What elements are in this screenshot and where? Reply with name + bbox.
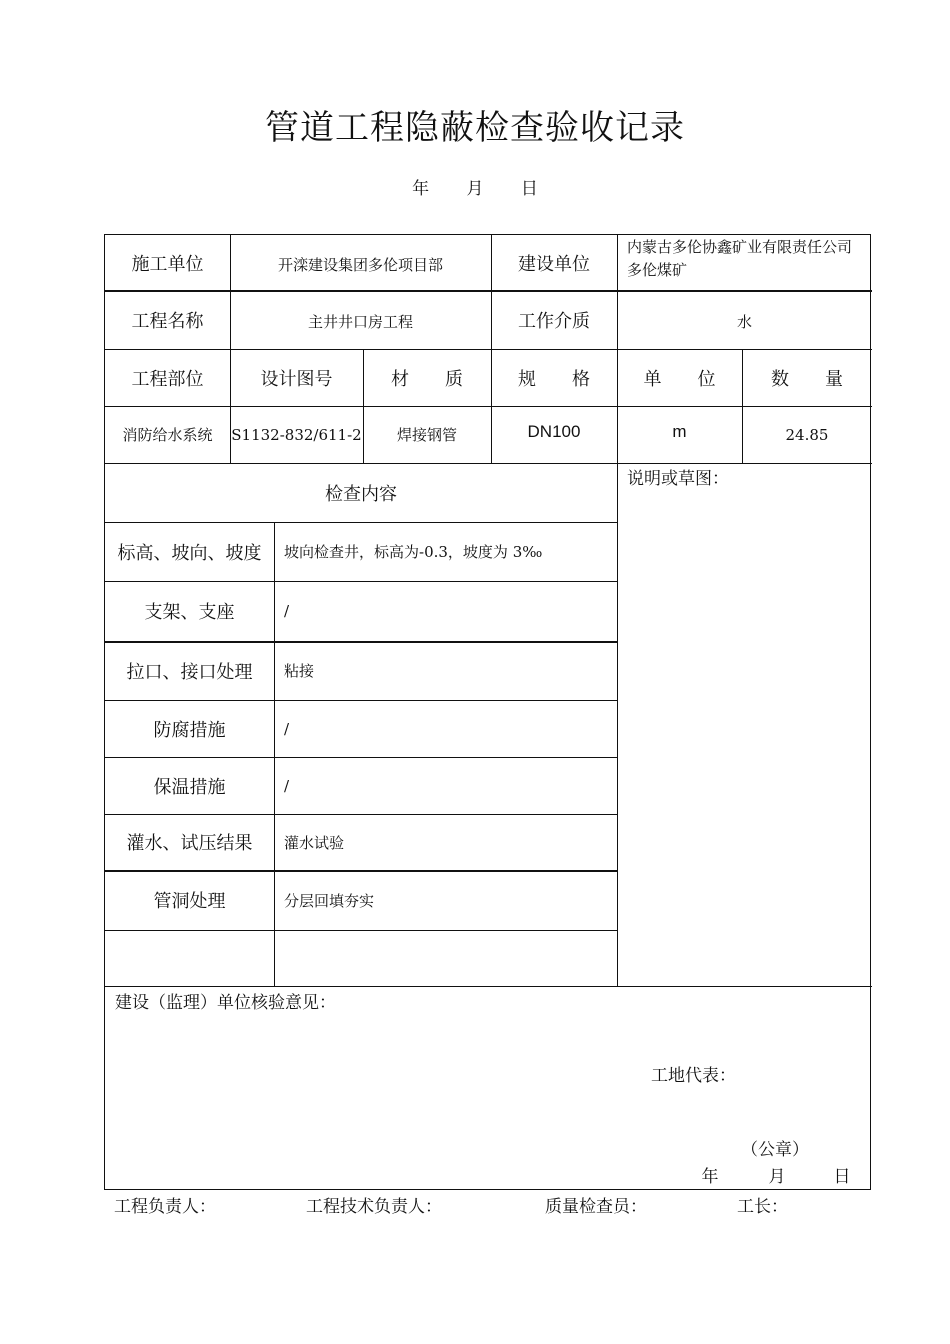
inspection-heading: 检查内容 xyxy=(325,483,397,505)
quality-inspector-signature: 质量检查员： xyxy=(545,1197,647,1217)
inspection-row-value: 分层回填夯实 xyxy=(284,891,375,910)
inspection-row-label: 保温措施 xyxy=(153,776,226,798)
official-seal-label: （公章） xyxy=(741,1139,809,1160)
material-header: 材 质 xyxy=(391,368,463,390)
tech-lead-signature: 工程技术负责人： xyxy=(306,1197,442,1217)
construction-unit-value: 开滦建设集团多伦项目部 xyxy=(277,256,443,274)
drawing-value: S1132-832/611-2 xyxy=(231,425,362,444)
date-month: 月 xyxy=(466,179,484,199)
opinion-date-month: 月 xyxy=(768,1166,786,1187)
inspection-row-label: 支架、支座 xyxy=(144,602,235,623)
inspection-row-label: 标高、坡向、坡度 xyxy=(117,542,262,564)
drawing-header: 设计图号 xyxy=(260,368,333,390)
construction-unit-label: 施工单位 xyxy=(131,253,204,275)
material-value: 焊接钢管 xyxy=(396,426,457,444)
document-title: 管道工程隐蔽检查验收记录 xyxy=(265,108,685,148)
opinion-label: 建设（监理）单位核验意见： xyxy=(115,992,336,1013)
owner-unit-value: 内蒙古多伦协鑫矿业有限责任公司多伦煤矿 xyxy=(627,238,853,279)
unit-header: 单 位 xyxy=(643,368,716,390)
foreman-signature: 工长： xyxy=(737,1197,788,1217)
site-representative-label: 工地代表： xyxy=(651,1065,736,1086)
inspection-row-label: 灌水、试压结果 xyxy=(126,833,253,854)
part-value: 消防给水系统 xyxy=(122,426,213,444)
part-header: 工程部位 xyxy=(131,368,204,390)
inspection-row-label xyxy=(105,930,274,986)
inspection-row-value: / xyxy=(284,602,290,620)
quantity-header: 数 量 xyxy=(771,368,843,390)
inspection-row-label: 拉口、接口处理 xyxy=(126,661,253,683)
inspection-row-value xyxy=(274,930,617,986)
unit-value: m xyxy=(672,421,687,441)
project-name-label: 工程名称 xyxy=(131,310,204,332)
inspection-form-table xyxy=(104,234,871,1190)
opinion-date-year: 年 xyxy=(701,1166,719,1187)
inspection-row-value: 坡向检查井，标高为-0.3，坡度为 3‰ xyxy=(284,543,543,561)
project-lead-signature: 工程负责人： xyxy=(114,1197,216,1217)
inspection-row-value: / xyxy=(284,719,290,738)
spec-header: 规 格 xyxy=(518,368,590,390)
inspection-row-value: / xyxy=(284,776,290,795)
opinion-date-day: 日 xyxy=(833,1166,851,1187)
date-year: 年 xyxy=(412,179,430,199)
document-date xyxy=(0,174,950,199)
medium-value: 水 xyxy=(736,313,752,331)
inspection-row-value: 粘接 xyxy=(284,662,315,680)
owner-unit-label: 建设单位 xyxy=(518,253,590,275)
notes-label: 说明或草图： xyxy=(627,468,729,489)
quantity-value: 24.85 xyxy=(785,425,829,444)
spec-value: DN100 xyxy=(527,421,581,441)
inspection-row-label: 防腐措施 xyxy=(153,719,226,741)
medium-label: 工作介质 xyxy=(518,310,590,332)
inspection-row-value: 灌水试验 xyxy=(284,833,345,852)
project-name-value: 主井井口房工程 xyxy=(307,313,413,331)
date-day: 日 xyxy=(520,179,538,199)
inspection-row-label: 管洞处理 xyxy=(153,891,226,912)
